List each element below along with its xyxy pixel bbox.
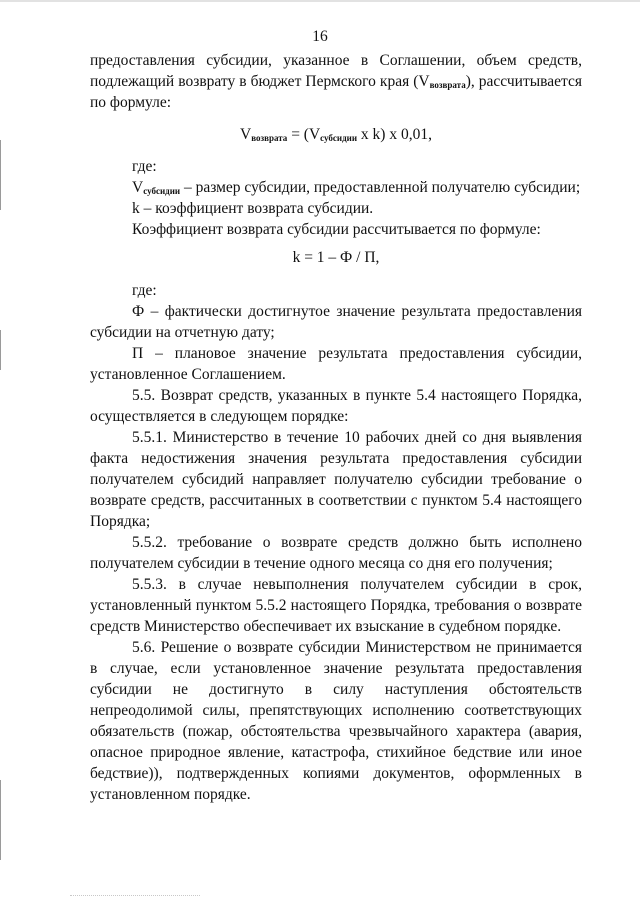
formula-coefficient: k = 1 – Ф / П, [292,249,380,266]
where-label: где: [132,282,157,299]
paragraph-5-5-3: 5.5.3. в случае невыполнения получателем субсидии в срок, установленный пунктом 5.5.2 настоящего Порядка, требования о возврате средств Министерство обеспечивает их взыскание в судебном порядке. [90,576,582,635]
where-label: где: [132,158,157,175]
definition-p: П – плановое значение результата предоставления субсидии, установленное Соглашением. [90,345,582,383]
paragraph-5-5-1: 5.5.1. Министерство в течение 10 рабочих дней со дня выявления факта недостижения значения результата предоставления субсидии получателем субсидий направляет получателю субсидии требование о возврате средств, рассчитанных в соответствии с пунктом 5.4 настоящего Порядка; [90,429,582,530]
formula-return-volume: $V_{возврата} = (V_{субсидии}$ x k) x 0,01, [240,126,432,143]
scan-left-edge-mark [0,140,1,210]
paragraph-5-6: 5.6. Решение о возврате субсидии Министерством не принимается в случае, если установленное значение результата предоставления субсидии не достигнуто в силу наступления обстоятельств непреодолимой силы, препятствующих исполнению соответствующих обязательств (пожар, обстоятельства чрезвычайного характера (авария, опасное природное явление, катастрофа, стихийное бедствие или иное бедствие)), подтвержденных копиями документов, оформленных в установленном порядке. [90,639,582,803]
scan-left-edge-mark [0,330,1,370]
definition-f: Ф – фактически достигнутое значение результата предоставления субсидии на отчетную дату; [90,303,582,341]
scan-bottom-mark [70,895,200,897]
scan-top-edge [0,0,640,2]
paragraph-coefficient: Коэффициент возврата субсидии рассчитывается по формуле: [132,221,541,238]
definition-k: k – коэффициент возврата субсидии. [132,200,374,217]
scan-left-edge-mark [0,780,1,860]
paragraph-intro: предоставления субсидии, указанное в Соглашении, объем средств, подлежащий возврату в бюджет Пермского края $(V_{возврата})$, рассчитывается по формуле: [90,52,583,111]
paragraph-5-5: 5.5. Возврат средств, указанных в пункте 5.4 настоящего Порядка, осуществляется в следующем порядке: [90,387,582,425]
page-number: 16 [312,28,328,45]
paragraph-5-5-2: 5.5.2. требование о возврате средств должно быть исполнено получателем субсидии в течение одного месяца со дня его получения; [90,534,582,572]
document-body [90,50,582,805]
definition-v-subsidy: $V_{субсидии}$ – размер субсидии, предоставленной получателю субсидии; [132,179,581,196]
